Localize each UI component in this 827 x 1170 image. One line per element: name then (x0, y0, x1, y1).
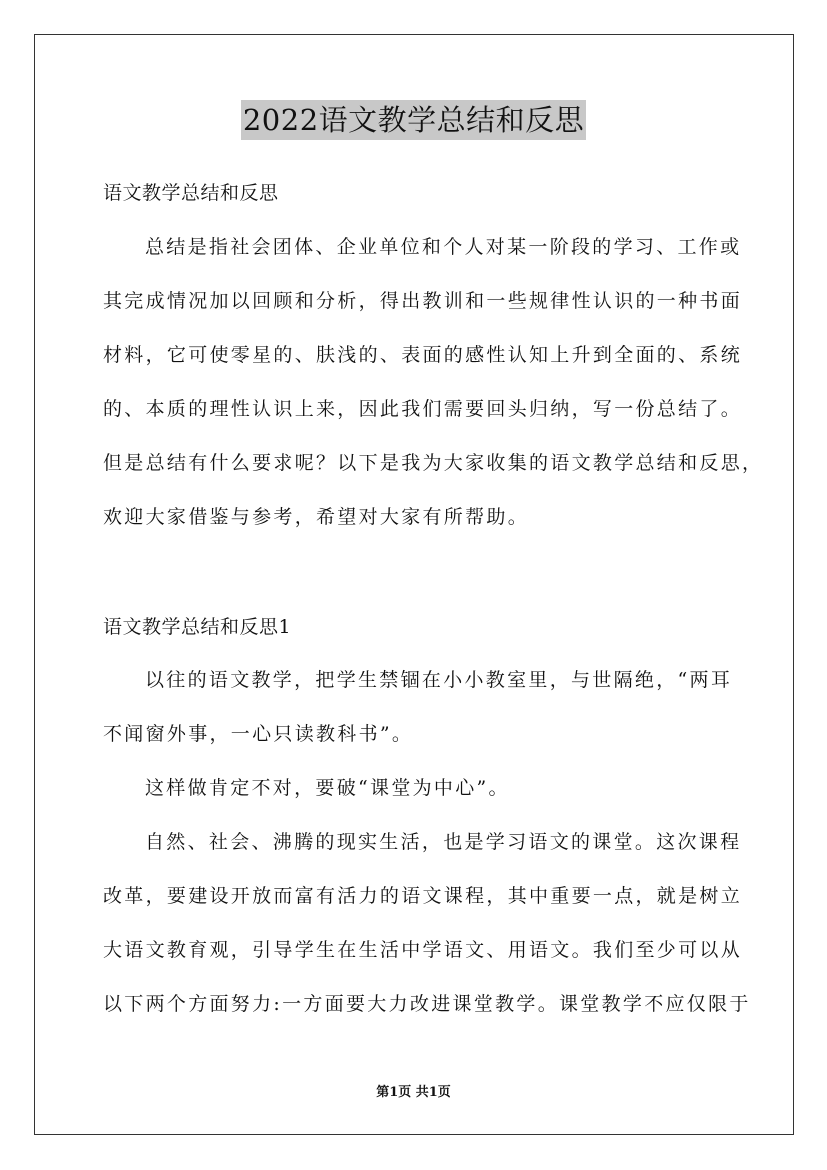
intro-line: 欢迎大家借鉴与参考，希望对大家有所帮助。 (103, 506, 530, 528)
paragraph-line: 这样做肯定不对，要破“课堂为中心”。 (145, 777, 510, 799)
paragraph-line: 以往的语文教学，把学生禁锢在小小教室里，与世隔绝，“两耳 (145, 669, 733, 691)
section-1-paragraph-3 (103, 815, 751, 1031)
intro-line: 材料，它可使零星的、肤浅的、表面的感性认知上升到全面的、系统 (103, 344, 743, 366)
paragraph-line: 改革，要建设开放而富有活力的语文课程，其中重要一点，就是树立 (103, 885, 743, 907)
paragraph-line: 大语文教育观，引导学生在生活中学语文、用语文。我们至少可以从 (103, 939, 743, 961)
intro-line: 的、本质的理性认识上来，因此我们需要回头归纳，写一份总结了。 (103, 398, 743, 420)
section-1-paragraph-1 (103, 653, 743, 761)
intro-paragraph (103, 220, 764, 544)
intro-line: 其完成情况加以回顾和分析，得出教训和一些规律性认识的一种书面 (103, 290, 743, 312)
document-title: 2022语文教学总结和反思 (241, 100, 586, 140)
title-container (0, 100, 827, 140)
intro-line: 总结是指社会团体、企业单位和个人对某一阶段的学习、工作或 (145, 236, 742, 258)
paragraph-line: 不闻窗外事，一心只读教科书”。 (103, 723, 414, 745)
section-1-heading: 语文教学总结和反思1 (103, 616, 292, 638)
section-1-paragraph-2 (103, 761, 743, 815)
intro-heading: 语文教学总结和反思 (103, 182, 279, 204)
paragraph-line: 以下两个方面努力:一方面要大力改进课堂教学。课堂教学不应仅限于 (103, 993, 751, 1015)
intro-line: 但是总结有什么要求呢？以下是我为大家收集的语文教学总结和反思， (103, 452, 764, 474)
paragraph-line: 自然、社会、沸腾的现实生活，也是学习语文的课堂。这次课程 (145, 831, 742, 853)
page-footer: 第1页 共1页 (376, 1085, 451, 1100)
